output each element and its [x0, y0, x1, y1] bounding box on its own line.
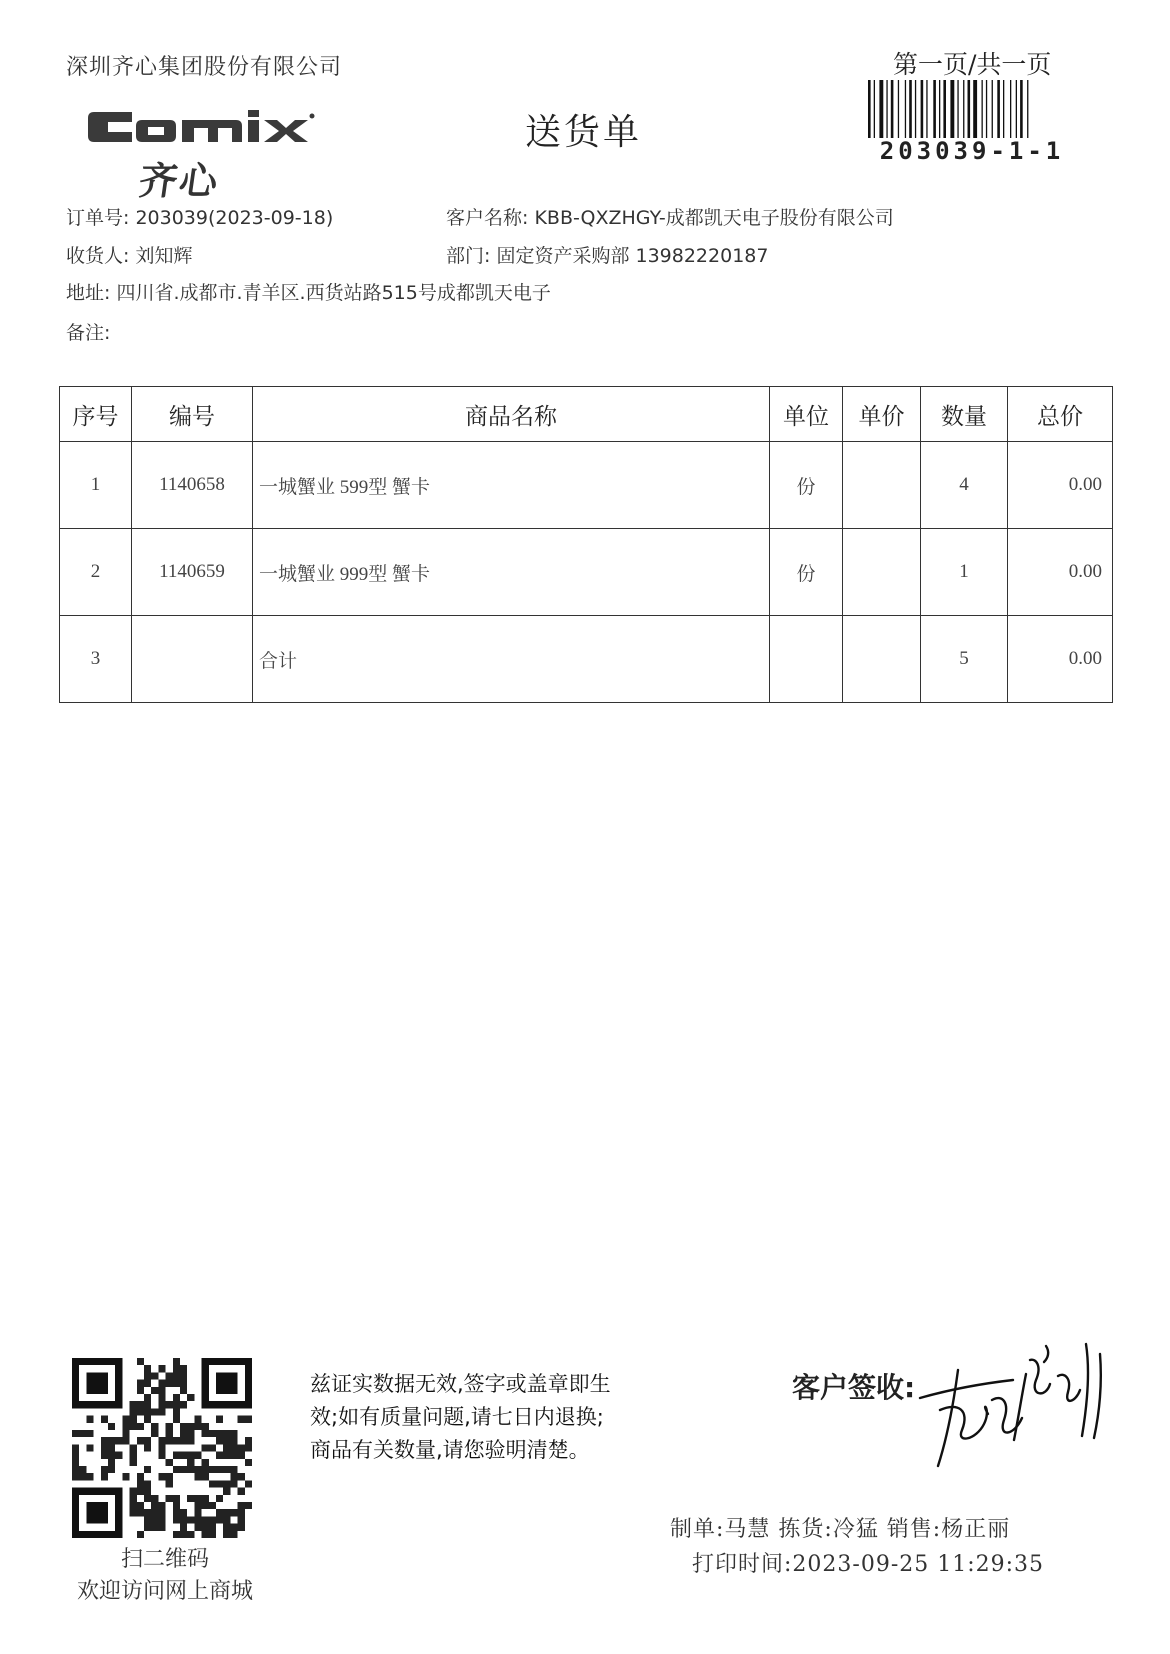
header-code: 编号	[132, 387, 253, 442]
cell-unit-price	[843, 442, 921, 529]
cell-seq: 1	[60, 442, 132, 529]
cell-total: 0.00	[1008, 529, 1113, 616]
cell-seq: 2	[60, 529, 132, 616]
table-header-row	[60, 387, 1113, 442]
qr-code	[72, 1358, 252, 1538]
receiver-label: 收货人:	[66, 245, 130, 267]
customer-name	[446, 203, 894, 230]
qr-caption-shop: 欢迎访问网上商城	[76, 1579, 253, 1604]
document-title: 送货单	[525, 112, 643, 153]
table-row-total	[60, 616, 1113, 703]
customer-sign-label: 客户签收:	[792, 1371, 916, 1404]
cell-unit-price	[843, 616, 921, 703]
cell-code: 1140659	[132, 529, 253, 616]
cell-unit-price	[843, 529, 921, 616]
address-value: 四川省.成都市.青羊区.西货站路515号成都凯天电子	[116, 282, 551, 304]
header-unit: 单位	[770, 387, 843, 442]
receiver-value: 刘知辉	[135, 245, 193, 267]
staff-info: 制单:马慧 拣货:冷猛 销售:杨正丽	[670, 1517, 1011, 1542]
print-time: 打印时间:2023-09-25 11:29:35	[692, 1552, 1045, 1577]
handwritten-signature	[918, 1340, 1108, 1470]
dept-value: 固定资产采购部 13982220187	[496, 245, 769, 267]
notice-line-1: 兹证实数据无效,签字或盖章即生	[310, 1372, 611, 1396]
dept-label: 部门:	[446, 245, 491, 267]
cell-seq: 3	[60, 616, 132, 703]
header-quantity: 数量	[921, 387, 1008, 442]
order-number	[66, 203, 333, 230]
cell-unit	[770, 616, 843, 703]
logo-chinese-brand: 齐心	[136, 159, 223, 203]
table-row	[60, 442, 1113, 529]
order-value: 203039(2023-09-18)	[135, 207, 334, 229]
delivery-notice	[310, 1368, 710, 1467]
table-row	[60, 529, 1113, 616]
qr-caption-scan: 扫二维码	[120, 1547, 209, 1572]
cell-unit: 份	[770, 442, 843, 529]
customer-value: KBB-QXZHGY-成都凯天电子股份有限公司	[534, 207, 894, 229]
address-label: 地址:	[66, 282, 111, 304]
barcode-number: 203039-1-1	[879, 137, 1065, 165]
header-seq: 序号	[60, 387, 132, 442]
cell-unit: 份	[770, 529, 843, 616]
cell-product-name: 合计	[253, 616, 770, 703]
order-label: 订单号:	[66, 207, 130, 229]
customer-label: 客户名称:	[446, 207, 529, 229]
header-product-name: 商品名称	[253, 387, 770, 442]
cell-quantity: 4	[921, 442, 1008, 529]
remark	[66, 318, 110, 345]
receiver	[66, 241, 192, 268]
delivery-items-table	[59, 386, 1113, 703]
header-total: 总价	[1008, 387, 1113, 442]
cell-product-name: 一城蟹业 999型 蟹卡	[253, 529, 770, 616]
cell-code	[132, 616, 253, 703]
header-unit-price: 单价	[843, 387, 921, 442]
cell-product-name: 一城蟹业 599型 蟹卡	[253, 442, 770, 529]
cell-total: 0.00	[1008, 442, 1113, 529]
notice-line-2: 效;如有质量问题,请七日内退换;	[310, 1405, 604, 1429]
page-indicator: 第一页/共一页	[893, 50, 1052, 79]
barcode	[866, 80, 1078, 138]
cell-code: 1140658	[132, 442, 253, 529]
cell-quantity: 5	[921, 616, 1008, 703]
department	[446, 241, 768, 268]
notice-line-3: 商品有关数量,请您验明清楚。	[310, 1438, 590, 1462]
address	[66, 278, 551, 305]
cell-quantity: 1	[921, 529, 1008, 616]
company-name: 深圳齐心集团股份有限公司	[66, 55, 343, 80]
remark-label: 备注:	[66, 322, 111, 344]
cell-total: 0.00	[1008, 616, 1113, 703]
